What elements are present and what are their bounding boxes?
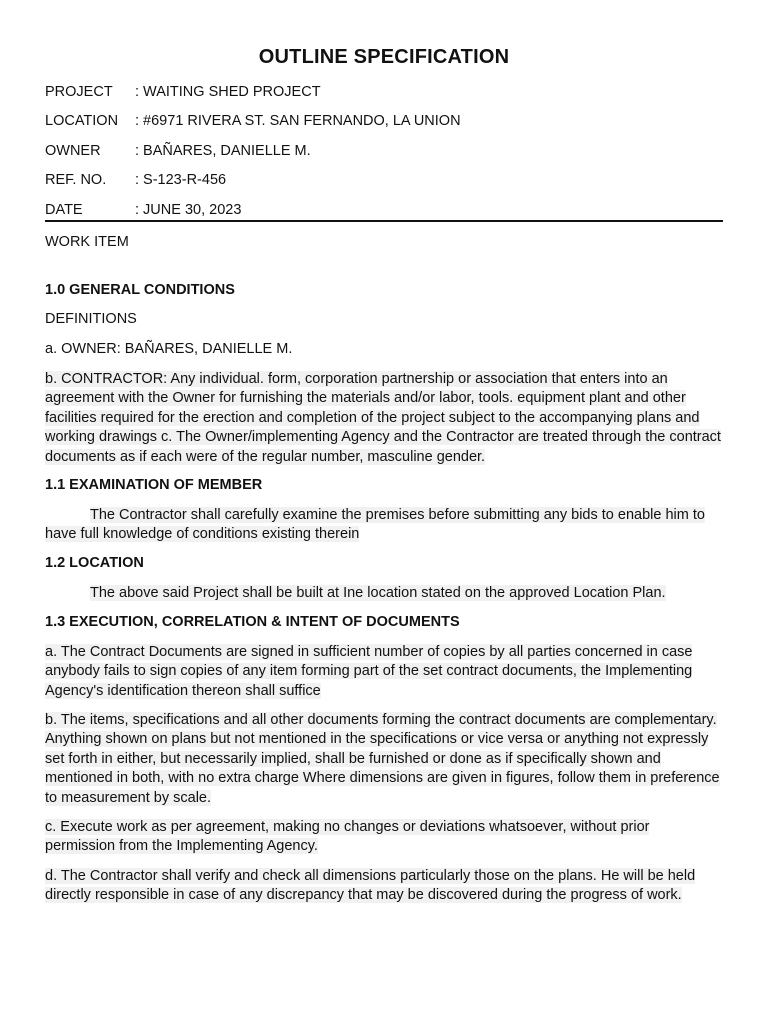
document-title: OUTLINE SPECIFICATION [258, 46, 510, 68]
location-value: : #6971 RIVERA ST. SAN FERNANDO, LA UNION [135, 113, 461, 129]
definition-contractor [45, 370, 723, 467]
section-1-3-item-b-text: b. The items, specifications and all other documents forming the contract documents are complementary. Anything shown on plans but not mentioned in the specifications or vice versa or anything not expressly set forth in either, but necessarily implied, shall be furnished or done as if specifically shown and mentioned in both, with no extra charge Where dimensions are given in figures, follow them in preference to measurement by scale. [45, 712, 720, 806]
section-1-0-heading: 1.0 GENERAL CONDITIONS [45, 282, 235, 298]
section-1-3-item-d [45, 867, 723, 906]
section-1-1-body [45, 506, 723, 545]
project-value: : WAITING SHED PROJECT [135, 84, 321, 100]
ref-no-label: REF. NO. [45, 172, 107, 188]
section-1-3-item-d-text: d. The Contractor shall verify and check all dimensions particularly those on the plans. He will be held directly responsible in case of any discrepancy that may be discovered during the progress of work. [45, 868, 696, 904]
owner-value: : BAÑARES, DANIELLE M. [135, 143, 311, 159]
section-1-3-item-b [45, 711, 723, 808]
work-item-label: WORK ITEM [45, 234, 129, 250]
section-1-3-item-a [45, 643, 723, 701]
section-1-3-item-c-text: c. Execute work as per agreement, making no changes or deviations whatsoever, without prior permission from the Implementing Agency. [45, 819, 650, 855]
ref-no-value: : S-123-R-456 [135, 172, 227, 188]
definition-contractor-text: b. CONTRACTOR: Any individual. form, corporation partnership or association that enters into an agreement with the Owner for furnishing the materials and/or labor, tools. equipment plant and other facilities required for the erection and completion of the project subject to the accompanying plans and working drawings c. The Owner/implementing Agency and the Contractor are treated through the contract documents as if each were of the regular number, masculine gender. [45, 371, 721, 465]
section-1-3-heading: 1.3 EXECUTION, CORRELATION & INTENT OF DOCUMENTS [45, 614, 460, 630]
owner-label: OWNER [45, 143, 101, 159]
date-label: DATE [45, 202, 83, 218]
definition-owner: a. OWNER: BAÑARES, DANIELLE M. [45, 341, 293, 357]
section-1-3-item-a-text: a. The Contract Documents are signed in sufficient number of copies by all parties concerned in case anybody fails to sign copies of any item forming part of the set contract documents, the Implementing Agency's identification thereon shall suffice [45, 644, 693, 699]
project-label: PROJECT [45, 84, 113, 100]
section-1-2-heading: 1.2 LOCATION [45, 555, 144, 571]
date-value: : JUNE 30, 2023 [135, 202, 242, 218]
section-1-1-heading: 1.1 EXAMINATION OF MEMBER [45, 477, 263, 493]
section-1-2-text: The above said Project shall be built at Ine location stated on the approved Location Plan. [90, 585, 666, 601]
section-1-2-body [45, 584, 723, 603]
section-1-1-text: The Contractor shall carefully examine the premises before submitting any bids to enable him to have full knowledge of conditions existing therein [45, 507, 705, 543]
section-1-3-item-c [45, 818, 723, 857]
definitions-label: DEFINITIONS [45, 311, 137, 327]
header-divider [45, 220, 723, 222]
location-label: LOCATION [45, 113, 119, 129]
